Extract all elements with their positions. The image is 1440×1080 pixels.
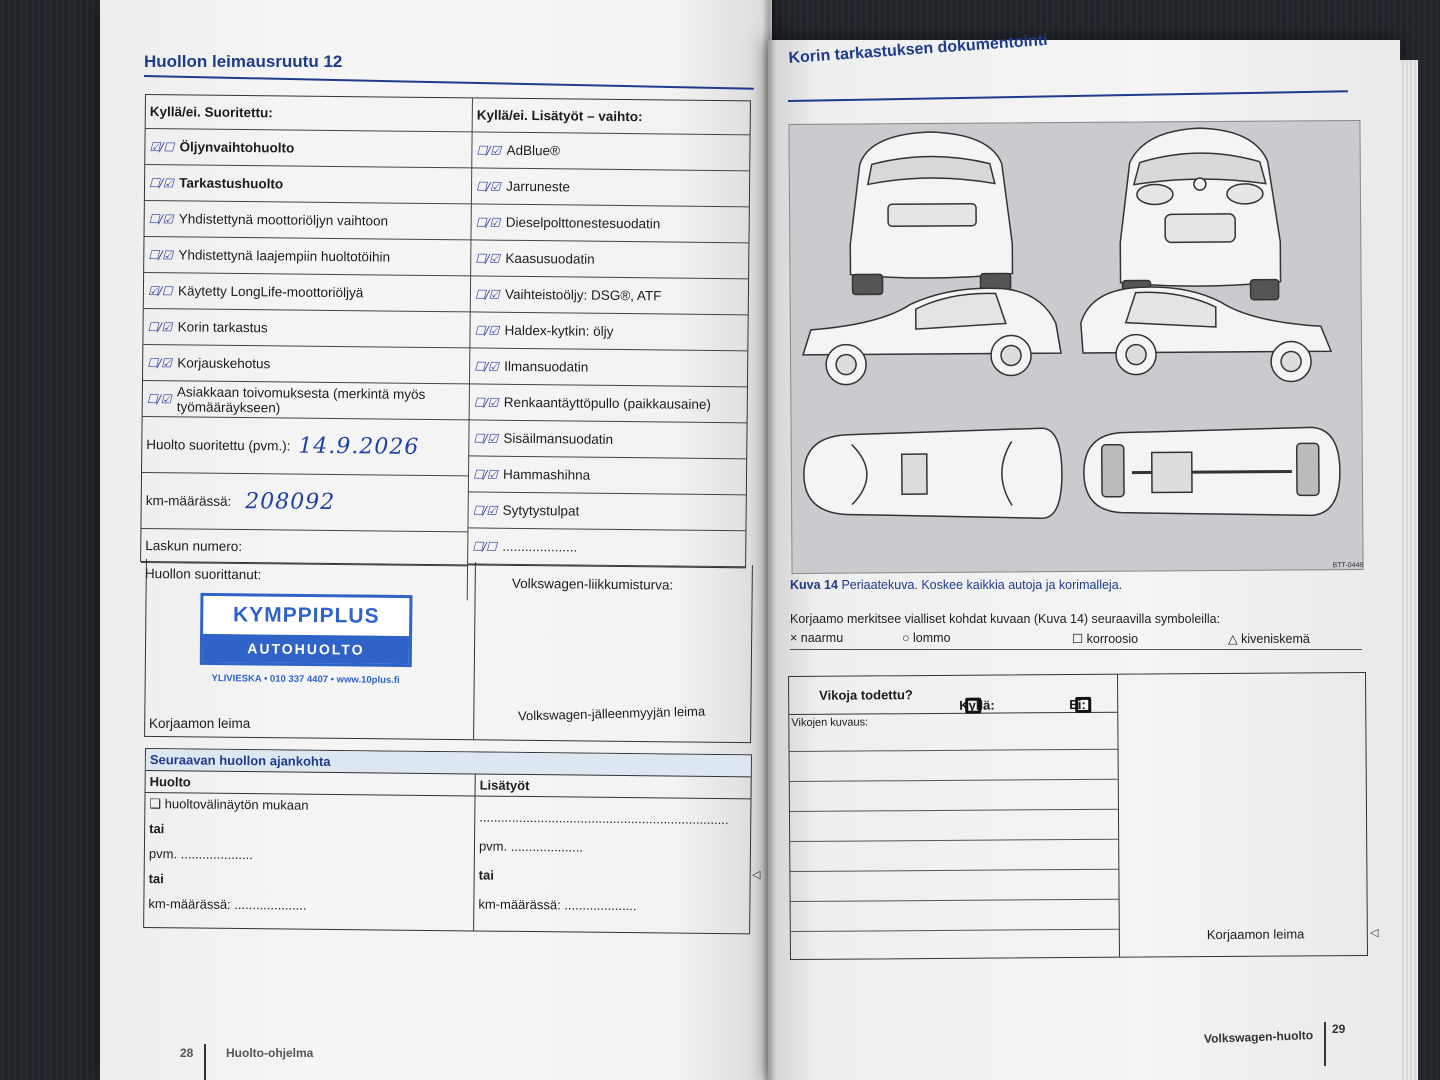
next-right-lines xyxy=(474,796,733,933)
yes-checkbox[interactable] xyxy=(965,698,981,714)
continue-arrow-icon: ◁ xyxy=(1370,927,1379,939)
item-label: AdBlue® xyxy=(506,142,561,159)
car-outline-illustration xyxy=(789,121,1364,575)
seal-box xyxy=(144,559,753,743)
km-label: km-määrässä: xyxy=(145,493,232,509)
item-checkbox[interactable]: ☐/☑ xyxy=(474,358,499,374)
performer-row: Huollon suorittanut: xyxy=(144,565,262,582)
service-date-value[interactable]: 14.9.2026 xyxy=(298,433,420,460)
item-checkbox[interactable]: ☑/☐ xyxy=(147,283,173,298)
vw-dealer-seal-label: Volkswagen-jälleenmyyjän leima xyxy=(517,703,706,724)
next-right-line: ..................................................................... xyxy=(479,809,729,828)
extra-item-row xyxy=(471,132,749,171)
next-service-title: Seuraavan huollon ajankohta xyxy=(146,749,751,777)
stamp-sub: AUTOHUOLTO xyxy=(203,634,409,664)
write-line xyxy=(790,869,1118,872)
next-right-line: pvm. .................... xyxy=(478,838,584,855)
left-page-separator xyxy=(204,1044,206,1080)
item-label: Tarkastushuolto xyxy=(179,175,284,192)
service-table xyxy=(140,94,751,593)
next-left-lines xyxy=(144,793,475,930)
next-left-line: pvm. .................... xyxy=(148,846,253,863)
item-label: Kaasusuodatin xyxy=(505,250,595,267)
item-checkbox[interactable]: ☐/☑ xyxy=(148,247,173,262)
item-checkbox[interactable]: ☐/☑ xyxy=(475,250,500,266)
extra-item-row xyxy=(469,384,747,423)
item-label: Sytytystulpat xyxy=(502,502,580,519)
left-page-title: Huollon leimausruutu 12 xyxy=(144,52,343,71)
car-front-view xyxy=(1119,128,1280,287)
item-label: Yhdistettynä moottoriöljyn vaihtoon xyxy=(178,211,389,229)
book-gutter xyxy=(762,0,776,1080)
invoice-row: Laskun numero: xyxy=(141,529,467,566)
item-checkbox[interactable]: ☐/☑ xyxy=(147,355,172,370)
extra-item-row xyxy=(468,456,746,495)
next-col-lisatyot: Lisätyöt xyxy=(479,777,530,794)
write-line xyxy=(790,749,1118,752)
item-checkbox[interactable]: ☐/☑ xyxy=(475,178,501,194)
item-checkbox[interactable]: ☐/☑ xyxy=(473,430,498,446)
item-label: Korjauskehotus xyxy=(177,355,271,372)
service-item-row xyxy=(143,381,469,420)
instruction-text: Korjaamo merkitsee vialliset kohdat kuvaan (Kuva 14) seuraavilla symboleilla: xyxy=(790,612,1221,626)
item-checkbox[interactable]: ☐/☑ xyxy=(148,175,174,190)
service-item-row xyxy=(143,345,469,384)
left-page-number: 28 xyxy=(180,1046,194,1060)
service-date-row xyxy=(142,417,469,476)
caption-text: Periaatekuva. Koskee kaikkia autoja ja korimalleja. xyxy=(841,578,1123,592)
vw-warranty-label: Volkswagen-liikkumisturva: xyxy=(467,564,745,603)
car-top-view xyxy=(804,428,1063,520)
right-workshop-seal-label: Korjaamon leima xyxy=(1206,926,1305,943)
next-left-line: tai xyxy=(148,871,164,887)
item-label: Käytetty LongLife-moottoriöljyä xyxy=(177,283,364,301)
yes-label: Kyllä: xyxy=(959,697,995,713)
service-date-label: Huolto suoritettu (pvm.): xyxy=(146,437,291,454)
no-label: Ei: xyxy=(1069,696,1086,713)
extra-item-row xyxy=(469,312,747,351)
write-line xyxy=(790,839,1118,842)
symbol-stone-chip: △ kiveniskemä xyxy=(1228,632,1310,646)
right-page-separator xyxy=(1324,1022,1326,1066)
item-checkbox[interactable]: ☐/☑ xyxy=(474,322,499,338)
next-left-line: km-määrässä: .................... xyxy=(148,896,307,913)
defects-table xyxy=(788,672,1368,960)
symbol-legend xyxy=(790,626,1362,650)
item-checkbox[interactable]: ☐/☑ xyxy=(147,319,172,334)
service-item-row xyxy=(145,201,471,240)
item-checkbox[interactable]: ☑/☐ xyxy=(149,139,174,154)
service-item-row xyxy=(145,165,471,204)
item-checkbox[interactable]: ☐/☑ xyxy=(146,391,171,406)
item-checkbox[interactable]: ☐/☑ xyxy=(474,286,500,302)
extra-item-row xyxy=(467,528,745,567)
service-item-row xyxy=(145,129,471,168)
write-line xyxy=(791,929,1119,932)
next-col-huolto: Huolto xyxy=(146,771,476,795)
item-label: Asiakkaan toivomuksesta (merkintä myös työmääräykseen) xyxy=(176,383,426,415)
item-label: Ilmansuodatin xyxy=(504,358,589,375)
item-checkbox[interactable]: ☐/☑ xyxy=(472,502,497,518)
extra-item-row xyxy=(470,204,748,243)
item-label: Dieselpolttonestesuodatin xyxy=(505,214,661,232)
right-page-title: Korin tarkastuksen dokumentointi xyxy=(788,31,1049,67)
item-checkbox[interactable]: ☐/☑ xyxy=(473,394,498,410)
caption-label: Kuva 14 xyxy=(790,578,838,592)
no-checkbox[interactable] xyxy=(1075,697,1091,713)
extra-item-row xyxy=(470,240,748,279)
stamp-footer: YLIVIESKA • 010 337 4407 • www.10plus.fi xyxy=(211,673,400,686)
car-diagram xyxy=(788,120,1363,574)
defects-question-row xyxy=(789,675,1117,715)
item-checkbox[interactable]: ☐/☑ xyxy=(472,466,498,482)
extra-item-row xyxy=(471,168,749,207)
workshop-seal-label: Korjaamon leima xyxy=(149,716,251,731)
item-label: Haldex-kytkin: öljy xyxy=(504,322,614,339)
next-right-line: km-määrässä: .................... xyxy=(478,896,637,914)
item-label: .................... xyxy=(502,538,578,555)
item-label: Renkaantäyttöpullo (paikkausaine) xyxy=(503,394,712,412)
item-label: Hammashihna xyxy=(503,466,591,483)
symbol-corrosion: ☐ korroosio xyxy=(1072,632,1139,646)
symbol-dent: ○ lommo xyxy=(902,631,951,645)
service-item-row xyxy=(143,309,469,348)
defects-divider xyxy=(1117,675,1120,957)
extra-item-row xyxy=(470,276,748,315)
item-label: Vaihteistoöljy: DSG®, ATF xyxy=(504,286,662,304)
item-label: Korin tarkastus xyxy=(177,319,268,336)
figure-code: BTT-0448 xyxy=(1332,561,1364,570)
right-page-number: 29 xyxy=(1332,1022,1346,1036)
km-row xyxy=(141,473,468,532)
km-value[interactable]: 208092 xyxy=(245,489,336,516)
page-edge xyxy=(1400,60,1418,1080)
symbol-scratch: × naarmu xyxy=(790,631,844,645)
item-label: Yhdistettynä laajempiin huoltotöihin xyxy=(178,247,391,265)
service-item-row xyxy=(144,237,470,276)
next-right-line: tai xyxy=(478,867,494,883)
left-page-section: Huolto-ohjelma xyxy=(226,1046,314,1060)
col-header-left: Kyllä/ei. Suoritettu: xyxy=(146,95,472,132)
seal-divider xyxy=(473,562,476,739)
stamp-brand: KYMPPIPLUS xyxy=(232,603,380,628)
service-item-row xyxy=(144,273,470,312)
next-left-line: ❑ huoltovälinäytön mukaan xyxy=(149,796,309,813)
item-checkbox[interactable]: ☐/☑ xyxy=(148,211,173,226)
extra-item-row xyxy=(468,420,746,459)
extra-item-row xyxy=(467,492,745,531)
item-checkbox[interactable]: ☐/☑ xyxy=(476,142,501,158)
item-checkbox[interactable]: ☐/☑ xyxy=(475,214,500,230)
write-line xyxy=(790,809,1118,812)
continue-arrow-icon: ◁ xyxy=(752,869,761,881)
figure-caption xyxy=(790,578,1122,592)
extra-item-row xyxy=(469,348,747,387)
col-header-right: Kyllä/ei. Lisätyöt – vaihto: xyxy=(472,98,750,135)
next-left-line: tai xyxy=(149,821,165,837)
defects-question: Vikoja todettu? xyxy=(819,687,913,703)
item-label: Jarruneste xyxy=(506,178,570,195)
write-line xyxy=(791,899,1119,902)
next-service-table xyxy=(143,748,752,934)
item-checkbox[interactable]: ☐/☐ xyxy=(472,538,497,554)
write-line xyxy=(790,779,1118,782)
description-label: Vikojen kuvaus: xyxy=(791,716,869,729)
item-label: Sisäilmansuodatin xyxy=(503,430,614,447)
item-label: Öljynvaihtohuolto xyxy=(179,139,295,156)
right-page-section: Volkswagen-huolto xyxy=(1203,1028,1314,1046)
